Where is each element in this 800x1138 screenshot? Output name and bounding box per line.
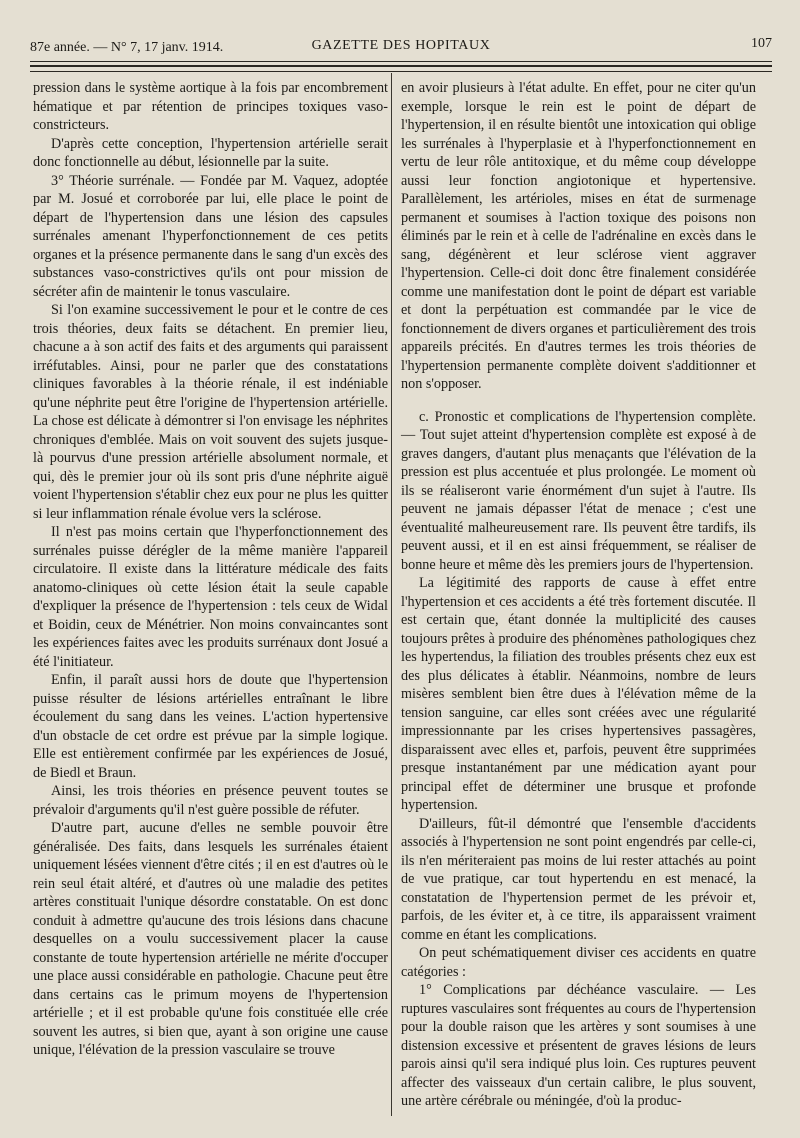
header-rule-middle — [30, 65, 772, 67]
publication-title: GAZETTE DES HOPITAUX — [311, 38, 491, 53]
page-number: 107 — [751, 36, 772, 51]
paragraph: Enfin, il paraît aussi hors de doute que l'hypertension puisse résulter de lésions artérielles entraînant le libre écoulement du sang dans les veines. L'action hypertensive d'un obstacle de cet ordre est prévue par la simple logique. Elle est entièrement confirmée par les expériences de Josué, de Biedl et Braun. — [33, 672, 388, 781]
issue-info: 87e année. — N° 7, 17 janv. 1914. — [30, 40, 224, 55]
paragraph: La légitimité des rapports de cause à effet entre l'hypertension et ces accidents a été très fortement discutée. Il est certain que, étant donnée la multiplicité des causes toujours prêtes à produire des phénomènes pathologiques chez les hypertendus, la filiation des troubles présents chez eux est des plus délicates à établir. Néanmoins, nombre de leurs misères semblent bien être dues à l'élévation même de la tension sanguine, car elles sont créées avec une régularité impressionnante par les crises hypertensives passagères, disparaissent avec elles et, parfois, peuvent être supprimées presque instantanément par une médication ayant pour principal effet de déterminer une brusque et profonde hypertension. — [401, 575, 756, 813]
paragraph: Il n'est pas moins certain que l'hyperfonctionnement des surrénales puisse dérégler de la même manière l'appareil circulatoire. Il existe dans la littérature médicale des faits anatomo-cliniques où cette lésion était la seule capable d'expliquer la présence de l'hypertension : tels ceux de Widal et Boidin, ceux de Ménétrier. Non moins convaincantes sont les expériences faites avec les produits surrénaux dont Josué a été l'initiateur. — [33, 524, 388, 670]
paragraph-theorie-surrenale: 3° Théorie surrénale. — Fondée par M. Vaquez, adoptée par M. Josué et corroborée par lui, elle place le point de départ de l'hypertension dans une lésion des capsules surrénales amenant l'hyperfonctionnement de ces petits organes et la présence permanente dans le sang d'un excès des substances vaso-constrictives qu'ils ont pour mission de sécréter afin de maintenir le tonus vasculaire. — [33, 172, 388, 300]
running-header — [30, 36, 772, 60]
paragraph: en avoir plusieurs à l'état adulte. En effet, pour ne citer qu'un exemple, lorsque le rein est le point de départ de l'hypertension, il en résulte bientôt une intoxication qui oblige les surrénales à l'hyperplasie et à l'hyperfonctionnement en vertu de leur rôle antitoxique, et du même coup développe aussi leur fonction angiotonique et hypertensive. Parallèlement, les artérioles, mises en état de surmenage permanent et soumises à l'action toxique des poisons non éliminés par le rein et à celle de l'adrénaline en excès dans le sang, dégénèrent et leur sclérose vient aggraver l'hypertension. Celle-ci doit donc être finalement considérée comme une manifestation dont le point de départ est variable et dont la perpétuation est commandée par le vice de fonctionnement de divers organes et particulièrement des trois appareils précités. En d'autres termes les trois théories de l'hypertension permanente complète doivent s'additionner et non s'opposer. — [401, 80, 756, 392]
paragraph: D'ailleurs, fût-il démontré que l'ensemble d'accidents associés à l'hypertension ne sont point engendrés par celle-ci, ils n'en mériteraient pas moins de lui rester attachés au point de vue pratique, car tout hypertendu en est menacé, la constatation de l'hypertension permet de les prévoir et, parfois, de les éviter et, à ce titre, ils apparaissent vraiment comme en étant les complications. — [401, 815, 756, 943]
left-column — [33, 79, 388, 1060]
paragraph-complications-vasculaires: 1° Complications par déchéance vasculaire. — Les ruptures vasculaires sont fréquentes au cours de l'hypertension pour la double raison que les artères y sont soumises à une distension excessive et présentent de graves lésions de leurs parois ainsi qu'il sera indiqué plus loin. Ces ruptures peuvent affecter des vaisseaux d'un certain calibre, le plus souvent, une artère cérébrale ou méningée, d'où la produc- — [401, 982, 756, 1109]
paragraph: D'après cette conception, l'hypertension artérielle serait donc fonctionnelle au début, lésionnelle par la suite. — [33, 135, 388, 170]
paragraph: Si l'on examine successivement le pour et le contre de ces trois théories, deux faits se détachent. En premier lieu, chacune a à son actif des faits et des arguments qui paraissent irréfutables. Ainsi, pour ne parler que des constatations cliniques favorables à la théorie rénale, il est indéniable qu'une néphrite peut être l'origine de l'hypertension artérielle. La chose est délicate à démontrer si l'on envisage les néphrites chroniques d'emblée. Mais on voit souvent des sujets jusque-là pourvus d'une pression artérielle absolument normale, et qui, dès le premier jour où ils sont pris d'une néphrite aiguë voient l'hypertension s'établir chez eux pour ne plus les quitter si leur inflammation rénale évolue vers la sclérose. — [33, 302, 388, 522]
section-pronostic: c. Pronostic et complications de l'hypertension complète. — Tout sujet atteint d'hypertension complète est exposé à de graves dangers, d'autant plus menaçants que l'élévation de la pression est plus accentuée et plus prolongée. Le moment où ils se réaliseront varie énormément d'un sujet à l'autre. Ils peuvent ne jamais dépasser l'état de menace ; c'est une éventualité malheureusement rare. Ils peuvent être tardifs, ils peuvent aussi, et il en est ainsi fréquemment, se réaliser de bonne heure et même dès les premiers jours de l'hypertension. — [401, 408, 756, 573]
paragraph: Ainsi, les trois théories en présence peuvent toutes se prévaloir d'arguments qu'il n'est guère possible de réfuter. — [33, 783, 388, 818]
paragraph: pression dans le système aortique à la fois par encombrement hématique et par rétention de principes toxiques vaso-constricteurs. — [33, 80, 388, 133]
right-column — [401, 79, 756, 1111]
paragraph: D'autre part, aucune d'elles ne semble pouvoir être généralisée. Des faits, dans lesquels les surrénales étaient uniquement lésées viennent d'être cités ; il en est d'autres où le rein seul était altéré, et d'autres où une maladie des petites artères constituait l'unique désordre constatable. On est donc conduit à admettre qu'aucune des trois lésions dans chacune desquelles on a voulu successivement placer la cause constante de toute hypertension artérielle ne mérite d'occuper une place aussi considérable en pathologie. Chacune peut être dans certains cas le primum moyens de l'hypertension artérielle ; et il est probable qu'une fois constituée elle crée souvent les autres, si bien que, ayant à son origine une cause unique, l'élévation de la pression vasculaire se trouve — [33, 820, 388, 1058]
column-divider — [391, 73, 392, 1116]
header-rule-top — [30, 61, 772, 62]
header-rule-bottom — [30, 71, 772, 72]
paragraph: On peut schématiquement diviser ces accidents en quatre catégories : — [401, 945, 756, 980]
